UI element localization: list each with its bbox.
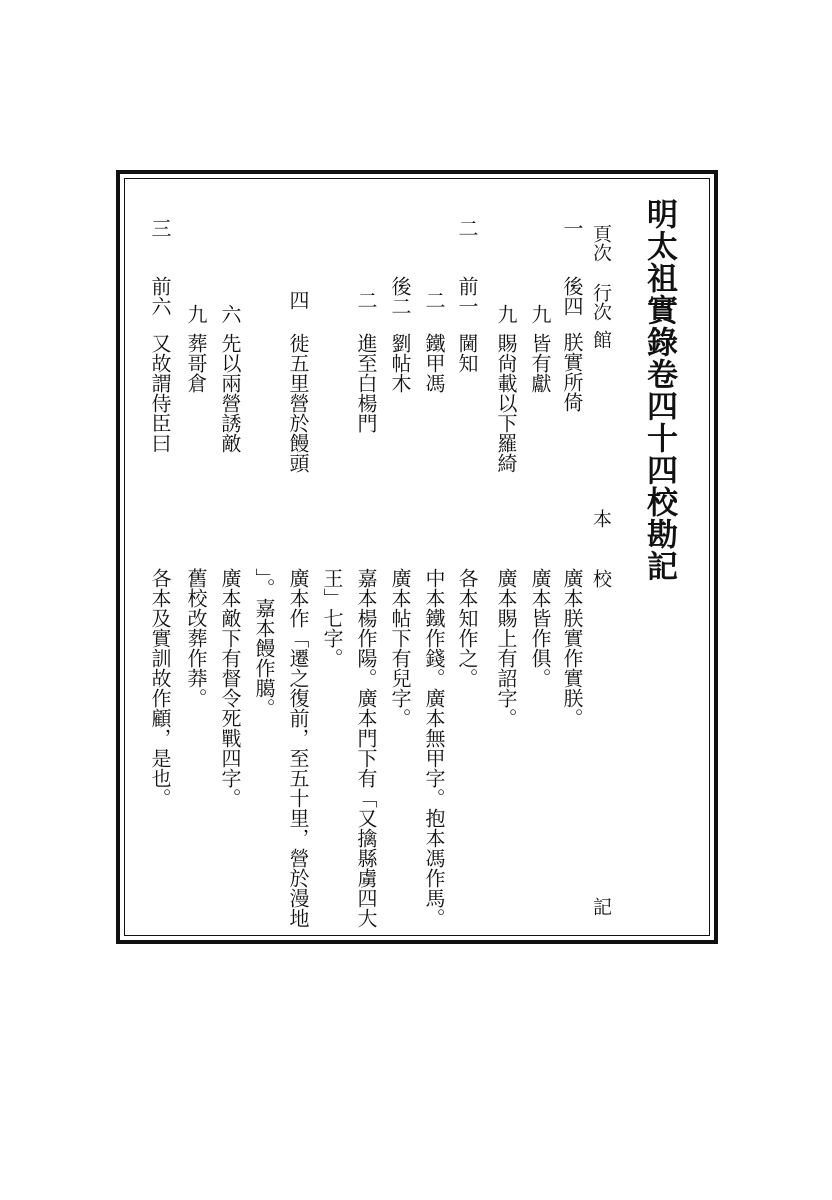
entry-line: 六 xyxy=(218,304,242,324)
entry-page: 一 xyxy=(560,218,584,238)
entry-note: 各本知作之。 xyxy=(455,568,479,688)
entry-hall-text: 劉帖木 xyxy=(388,333,412,393)
entry-note: 廣本帖下有兒字。 xyxy=(388,568,412,728)
entry-hall-text: 閫知 xyxy=(455,333,479,373)
entry-note: 廣本賜上有詔字。 xyxy=(494,568,518,728)
entry-hall-text: 葬哥倉 xyxy=(184,333,208,393)
entry-line: 四 xyxy=(286,290,310,310)
header-line-no: 行次 xyxy=(590,283,612,321)
header-hall: 館 xyxy=(590,330,612,349)
entry-line: 後四 xyxy=(560,276,584,316)
entry-line: 前六 xyxy=(148,276,172,316)
entry-hall-text: 先以兩營誘敵 xyxy=(218,333,242,453)
entry-line: 二 xyxy=(422,290,446,310)
entry-note: 嘉本楊作陽。廣本門下有「又擒縣虜四大 xyxy=(354,568,378,928)
entry-line: 九 xyxy=(494,304,518,324)
entry-note: 各本及實訓故作顧，是也。 xyxy=(148,568,172,808)
entry-note: 廣本皆作俱。 xyxy=(528,568,552,688)
entry-line: 九 xyxy=(184,304,208,324)
entry-note: 中本鐵作錢。廣本無甲字。抱本馮作馬。 xyxy=(422,568,446,928)
entry-hall-text: 鐵甲馮 xyxy=(422,333,446,393)
entry-hall-text: 進至白楊門 xyxy=(354,333,378,433)
entry-hall-text: 徙五里營於饅頭 xyxy=(286,333,310,473)
page-border-inner xyxy=(124,178,710,936)
entry-hall-text: 皆有獻 xyxy=(528,333,552,393)
entry-line: 二 xyxy=(354,290,378,310)
entry-hall-text: 賜尙載以下羅綺 xyxy=(494,333,518,473)
entry-hall-text: 朕實所倚 xyxy=(560,332,584,412)
entry-note-continued: 王」七字。 xyxy=(320,568,344,668)
header-collation: 校 xyxy=(590,569,612,588)
document-title: 明太祖實錄卷四十四校勘記 xyxy=(641,198,677,582)
header-edition: 本 xyxy=(590,509,612,528)
entry-line: 九 xyxy=(528,304,552,324)
entry-line: 後二 xyxy=(388,276,412,316)
entry-page: 二 xyxy=(455,218,479,238)
entry-note: 廣本敵下有督令死戰四字。 xyxy=(218,568,242,808)
entry-hall-text: 又故謂侍臣曰 xyxy=(148,333,172,453)
entry-note-continued: 」。嘉本饅作臈。 xyxy=(252,568,276,718)
entry-note: 舊校改葬作莽。 xyxy=(184,568,208,708)
entry-note: 廣本朕實作實朕。 xyxy=(560,568,584,728)
entry-note: 廣本作「遷之復前，至五十里，營於漫地 xyxy=(286,568,310,928)
header-page-no: 頁次 xyxy=(590,224,612,262)
entry-line: 前一 xyxy=(455,276,479,316)
header-notes: 記 xyxy=(590,897,612,916)
entry-page: 三 xyxy=(148,218,172,238)
